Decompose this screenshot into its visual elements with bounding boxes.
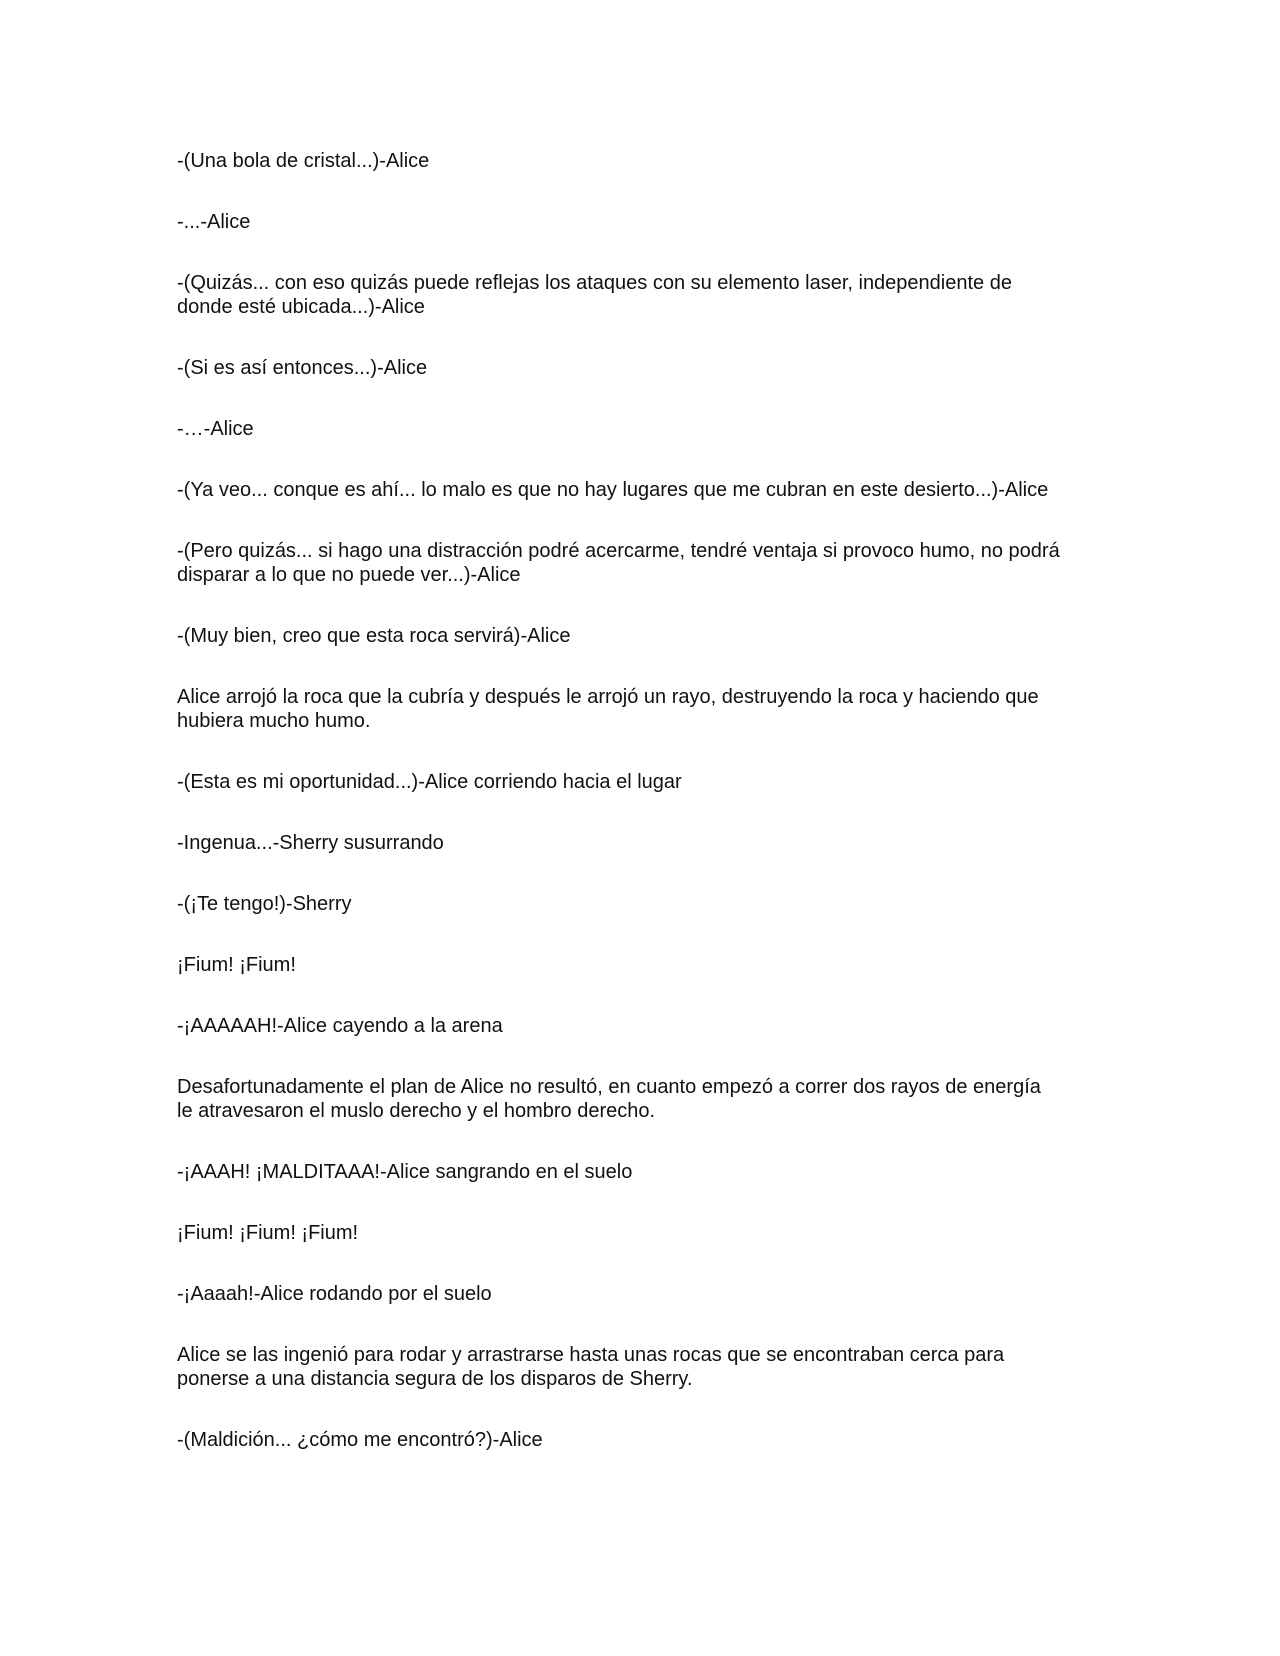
paragraph: -(Quizás... con eso quizás puede reflejas los ataques con su elemento laser, independiente de donde esté ubicada...)-Alice	[177, 272, 1012, 318]
paragraph: -…-Alice	[177, 418, 254, 440]
paragraph: -¡AAAH! ¡MALDITAAA!-Alice sangrando en el suelo	[177, 1161, 633, 1183]
story-text	[177, 149, 1107, 1489]
paragraph: -(Esta es mi oportunidad...)-Alice corriendo hacia el lugar	[177, 771, 682, 793]
paragraph: -¡Aaaah!-Alice rodando por el suelo	[177, 1283, 492, 1305]
paragraph: -(Ya veo... conque es ahí... lo malo es que no hay lugares que me cubran en este desierto...)-Alice	[177, 479, 1049, 501]
paragraph: ¡Fium! ¡Fium!	[177, 954, 296, 976]
paragraph: -(Muy bien, creo que esta roca servirá)-Alice	[177, 625, 571, 647]
paragraph: Alice arrojó la roca que la cubría y después le arrojó un rayo, destruyendo la roca y haciendo que hubiera mucho humo.	[177, 686, 1039, 732]
paragraph: Alice se las ingenió para rodar y arrastrarse hasta unas rocas que se encontraban cerca para ponerse a una distancia segura de los disparos de Sherry.	[177, 1344, 1005, 1390]
paragraph: ¡Fium! ¡Fium! ¡Fium!	[177, 1222, 359, 1244]
paragraph: -¡AAAAAH!-Alice cayendo a la arena	[177, 1015, 503, 1037]
paragraph: -Ingenua...-Sherry susurrando	[177, 832, 444, 854]
paragraph: -(Pero quizás... si hago una distracción podré acercarme, tendré ventaja si provoco humo, no podrá disparar a lo que no puede ver...)-Alice	[177, 540, 1060, 586]
paragraph: -(¡Te tengo!)-Sherry	[177, 893, 352, 915]
paragraph: -(Una bola de cristal...)-Alice	[177, 150, 430, 172]
paragraph: Desafortunadamente el plan de Alice no resultó, en cuanto empezó a correr dos rayos de energía le atravesaron el muslo derecho y el hombro derecho.	[177, 1076, 1041, 1122]
paragraph: -(Si es así entonces...)-Alice	[177, 357, 428, 379]
paragraph: -...-Alice	[177, 211, 251, 233]
paragraph: -(Maldición... ¿cómo me encontró?)-Alice	[177, 1429, 543, 1451]
